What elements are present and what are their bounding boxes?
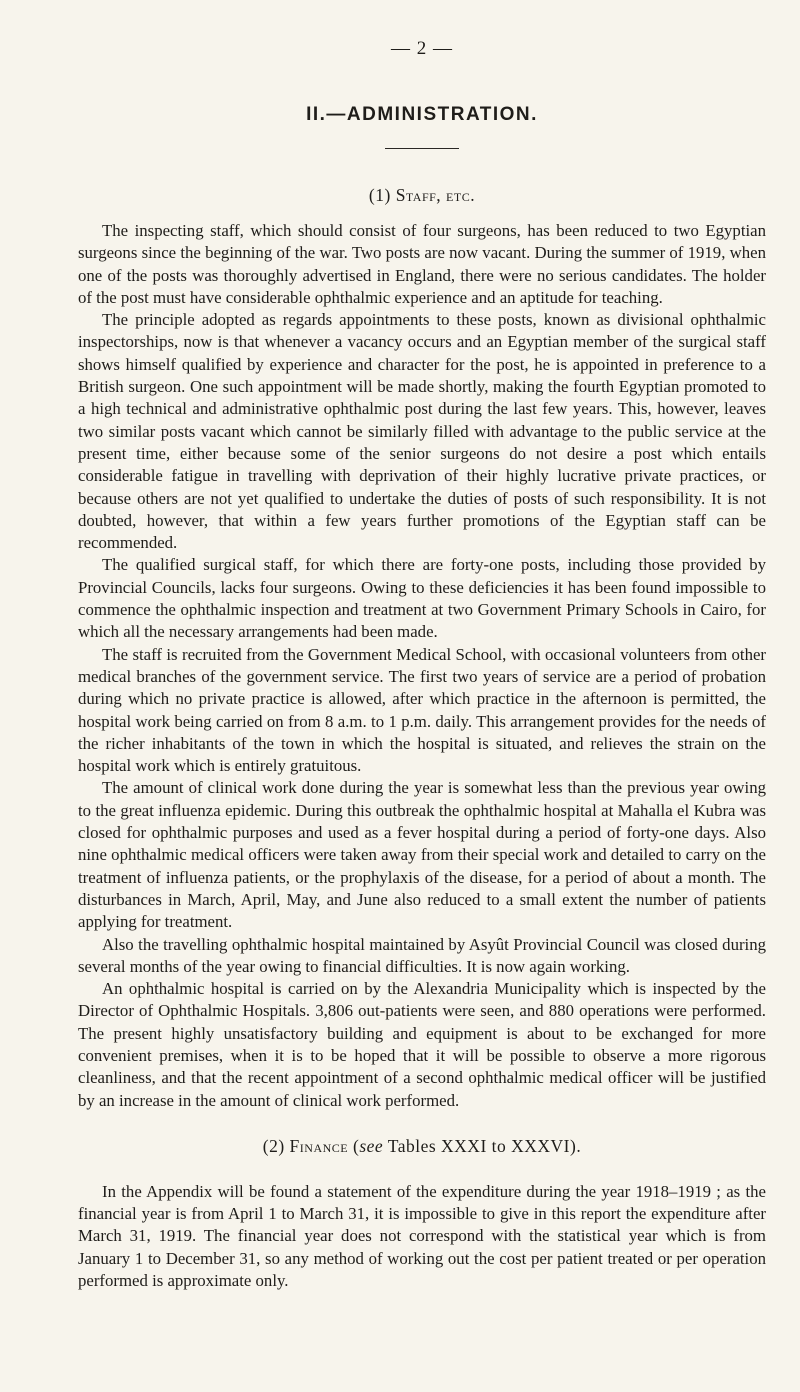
finance-heading-text: Finance <box>289 1135 349 1156</box>
section-title: II.—ADMINISTRATION. <box>306 104 538 125</box>
finance-heading-paren: ( <box>348 1135 360 1156</box>
page-number: — 2 — <box>391 38 453 59</box>
staff-paragraph-3: The qualified surgical staff, for which there are forty-one posts, including those provided by Provincial Councils, lacks four surgeons. Owing to these deficiencies it has been found impossible to commence the ophthalmic inspection and treatment at two Government Primary Schools in Cairo, for which all the necessary arrangements had been made. <box>78 555 766 642</box>
finance-heading-number: (2) <box>262 1135 290 1156</box>
staff-heading <box>78 185 766 206</box>
section-divider <box>385 148 459 149</box>
staff-paragraph-2: The principle adopted as regards appointments to these posts, known as divisional ophthalmic inspectorships, now is that whenever a vacancy occurs and an Egyptian member of the surgical staff shows himself qualified by experience and character for the post, he is appointed in preference to a British surgeon. One such appointment will be made shortly, making the fourth Egyptian promoted to a high technical and administrative ophthalmic post during the last few years. This, however, leaves two similar posts vacant which cannot be similarly filled with advantage to the public service at the present time, either because some of the senior surgeons do not desire a post which entails considerable fatigue in travelling with deprivation of their highly lucrative private practices, or because others are not yet qualified to undertake the duties of posts of such responsibility. It is not doubted, however, that within a few years further promotions of the Egyptian staff can be recommended. <box>78 310 766 553</box>
staff-paragraph-4: The staff is recruited from the Government Medical School, with occasional volunteers from other medical branches of the government service. The first two years of service are a period of probation during which no private practice is allowed, after which practice in the afternoon is permitted, the hospital work being carried on from 8 a.m. to 1 p.m. daily. This arrangement provides for the needs of the richer inhabitants of the town in which the hospital is situated, and relieves the strain on the hospital work which is entirely gratuitous. <box>78 644 766 776</box>
finance-heading <box>78 1136 766 1157</box>
staff-paragraph-5: The amount of clinical work done during the year is somewhat less than the previous year owing to the great influenza epidemic. During this outbreak the ophthalmic hospital at Mahalla el Kubra was closed for ophthalmic purposes and used as a fever hospital during a period of forty-one days. Also nine ophthalmic medical officers were taken away from their special work and detailed to carry on the treatment of influenza patients, or the prophylaxis of the disease, for a period of about a month. The disturbances in March, April, May, and June also reduced to a small extent the number of patients applying for treatment. <box>78 778 766 932</box>
finance-paragraph-1: In the Appendix will be found a statement of the expenditure during the year 1918–1919 ; as the financial year is from April 1 to March 31, it is impossible to give in this report the expenditure after March 31, 1919. The financial year does not correspond with the statistical year which is from January 1 to December 31, so any method of working out the cost per patient treated or per operation performed is approximate only. <box>78 1181 766 1291</box>
staff-paragraph-6: Also the travelling ophthalmic hospital maintained by Asyût Provincial Council was closed during several months of the year owing to financial difficulties. It is now again working. <box>78 934 766 976</box>
staff-paragraph-1: The inspecting staff, which should consist of four surgeons, has been reduced to two Egyptian surgeons since the beginning of the war. Two posts are now vacant. During the summer of 1919, when one of the posts was thoroughly advertised in England, there were no serious candidates. The holder of the post must have considerable ophthalmic experience and an aptitude for teaching. <box>78 221 766 307</box>
staff-heading-number: (1) <box>368 185 396 205</box>
staff-heading-text: Staff, etc. <box>395 185 476 205</box>
staff-paragraph-7: An ophthalmic hospital is carried on by the Alexandria Municipality which is inspected by the Director of Ophthalmic Hospitals. 3,806 out-patients were seen, and 880 operations were performed. The present highly unsatisfactory building and equipment is about to be exchanged for more convenient premises, when it is to be hoped that it will be possible to observe a more rigorous cleanliness, and that the recent appointment of a second ophthalmic medical officer will be justified by an increase in the amount of clinical work performed. <box>78 979 766 1110</box>
finance-heading-rest: Tables XXXI to XXXVI). <box>383 1135 582 1156</box>
finance-heading-see: see <box>359 1135 384 1156</box>
